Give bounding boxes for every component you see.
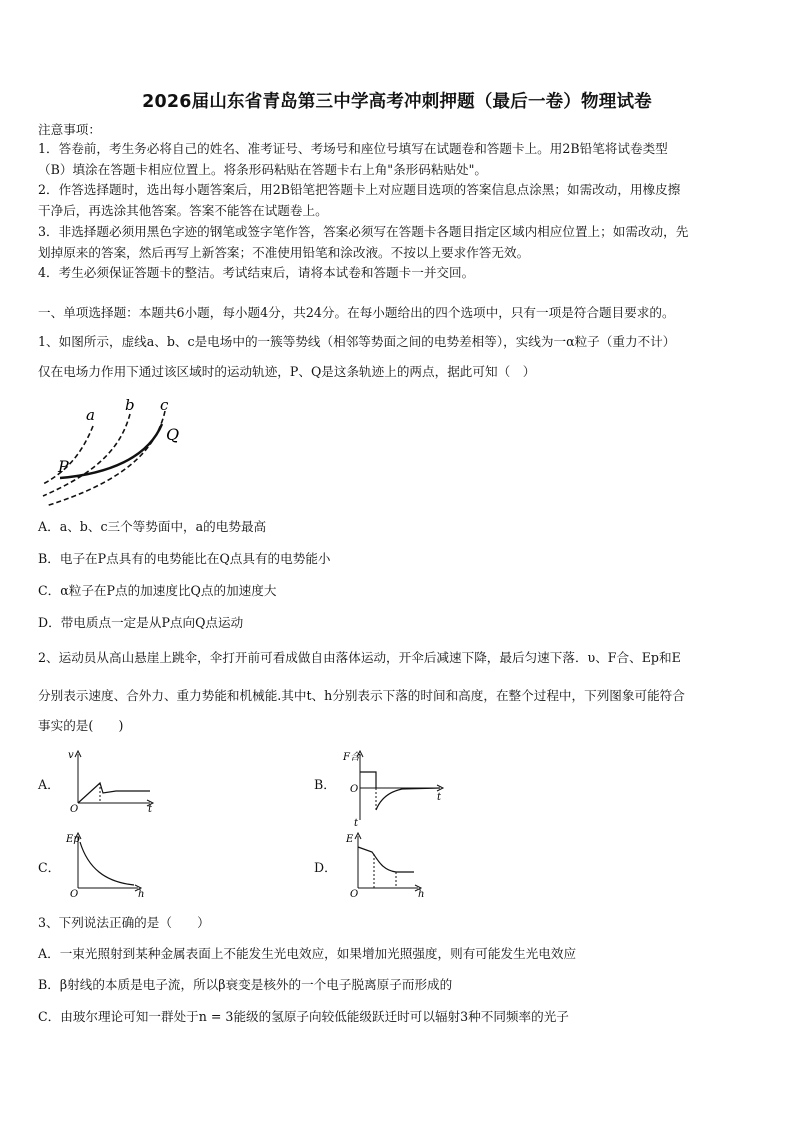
- option-a: A．a、b、c三个等势面中，a的电势最高: [38, 519, 267, 534]
- graph-d-mechanical-energy-height: [340, 830, 430, 898]
- notice-heading: 注意事项：: [38, 122, 101, 137]
- question-1-text: 仅在电场力作用下通过该区域时的运动轨迹，P、Q是这条轨迹上的两点，据此可知（ ）: [38, 364, 536, 379]
- notice-line: 1．答卷前，考生务必将自己的姓名、准考证号、考场号和座位号填写在试题卷和答题卡上。用2B铅笔将试卷类型: [38, 141, 668, 156]
- notice-line: 干净后，再选涂其他答案。答案不能答在试题卷上。: [38, 203, 328, 218]
- axis-label-x: t: [437, 792, 442, 803]
- origin-label: O: [70, 804, 79, 812]
- question-2-text: 分别表示速度、合外力、重力势能和机械能.其中t、h分别表示下落的时间和高度，在整个过程中，下列图象可能符合: [38, 688, 685, 703]
- axis-label-extra: t: [354, 818, 359, 828]
- axis-label-y: v: [68, 750, 74, 761]
- notice-line: 划掉原来的答案，然后再写上新答案；不准使用铅笔和涂改液。不按以上要求作答无效。: [38, 245, 530, 260]
- question-2-text: 事实的是( ): [38, 718, 124, 733]
- axis-label-x: h: [138, 889, 145, 898]
- label-Q: Q: [166, 425, 180, 444]
- option-a: A．一束光照射到某种金属表面上不能发生光电效应，如果增加光照强度，则有可能发生光电效应: [38, 946, 577, 961]
- option-b: B．β射线的本质是电子流，所以β衰变是核外的一个电子脱离原子而形成的: [38, 977, 453, 992]
- graph-option-label: D．: [314, 860, 337, 875]
- graph-b-force-time: [340, 748, 450, 828]
- option-d: D．带电质点一定是从P点向Q点运动: [38, 615, 244, 630]
- graph-a-velocity-time: [60, 748, 160, 812]
- graph-c-potential-energy-height: [60, 830, 150, 898]
- label-c: c: [160, 396, 169, 414]
- axis-label-y: Ep: [66, 834, 80, 845]
- option-b: B．电子在P点具有的电势能比在Q点具有的电势能小: [38, 551, 331, 566]
- question-1-text: 1、如图所示，虚线a、b、c是电场中的一簇等势线（相邻等势面之间的电势差相等），实线为一α粒子（重力不计）: [38, 334, 676, 349]
- option-c: C．α粒子在P点的加速度比Q点的加速度大: [38, 583, 277, 598]
- question-3-text: 3、下列说法正确的是（ ）: [38, 915, 210, 930]
- notice-line: （B）填涂在答题卡相应位置上。将条形码粘贴在答题卡右上角"条形码粘贴处"。: [38, 162, 488, 177]
- graph-option-label: A．: [38, 777, 60, 792]
- origin-label: O: [350, 784, 359, 795]
- equipotential-figure: [38, 396, 188, 506]
- axis-label-x: t: [148, 804, 153, 812]
- notice-line: 4．考生必须保证答题卡的整洁。考试结束后，请将本试卷和答题卡一并交回。: [38, 265, 475, 280]
- option-c: C．由玻尔理论可知一群处于n = 3能级的氢原子向较低能级跃迁时可以辐射3种不同频率的光子: [38, 1009, 569, 1024]
- axis-label-y: F合: [343, 752, 360, 763]
- notice-line: 3．非选择题必须用黑色字迹的钢笔或签字笔作答，答案必须写在答题卡各题目指定区域内相应位置上；如需改动，先: [38, 224, 689, 239]
- graph-option-label: B．: [314, 777, 336, 792]
- label-b: b: [125, 396, 135, 414]
- origin-label: O: [350, 889, 359, 898]
- page-title: 2026届山东省青岛第三中学高考冲刺押题（最后一卷）物理试卷: [142, 92, 652, 112]
- axis-label-y: E: [346, 834, 354, 845]
- origin-label: O: [70, 889, 79, 898]
- label-P: P: [58, 457, 69, 476]
- label-a: a: [86, 406, 95, 424]
- notice-line: 2．作答选择题时，选出每小题答案后，用2B铅笔把答题卡上对应题目选项的答案信息点涂黑；如需改动，用橡皮擦: [38, 182, 681, 197]
- axis-label-x: h: [418, 889, 425, 898]
- equipotential-line-b: [43, 414, 130, 496]
- section-heading: 一、单项选择题：本题共6小题，每小题4分，共24分。在每小题给出的四个选项中，只有一项是符合题目要求的。: [38, 305, 675, 320]
- question-2-text: 2、运动员从高山悬崖上跳伞，伞打开前可看成做自由落体运动，开伞后减速下降，最后匀速下落．υ、F合、Ep和E: [38, 650, 681, 665]
- graph-option-label: C．: [38, 860, 61, 875]
